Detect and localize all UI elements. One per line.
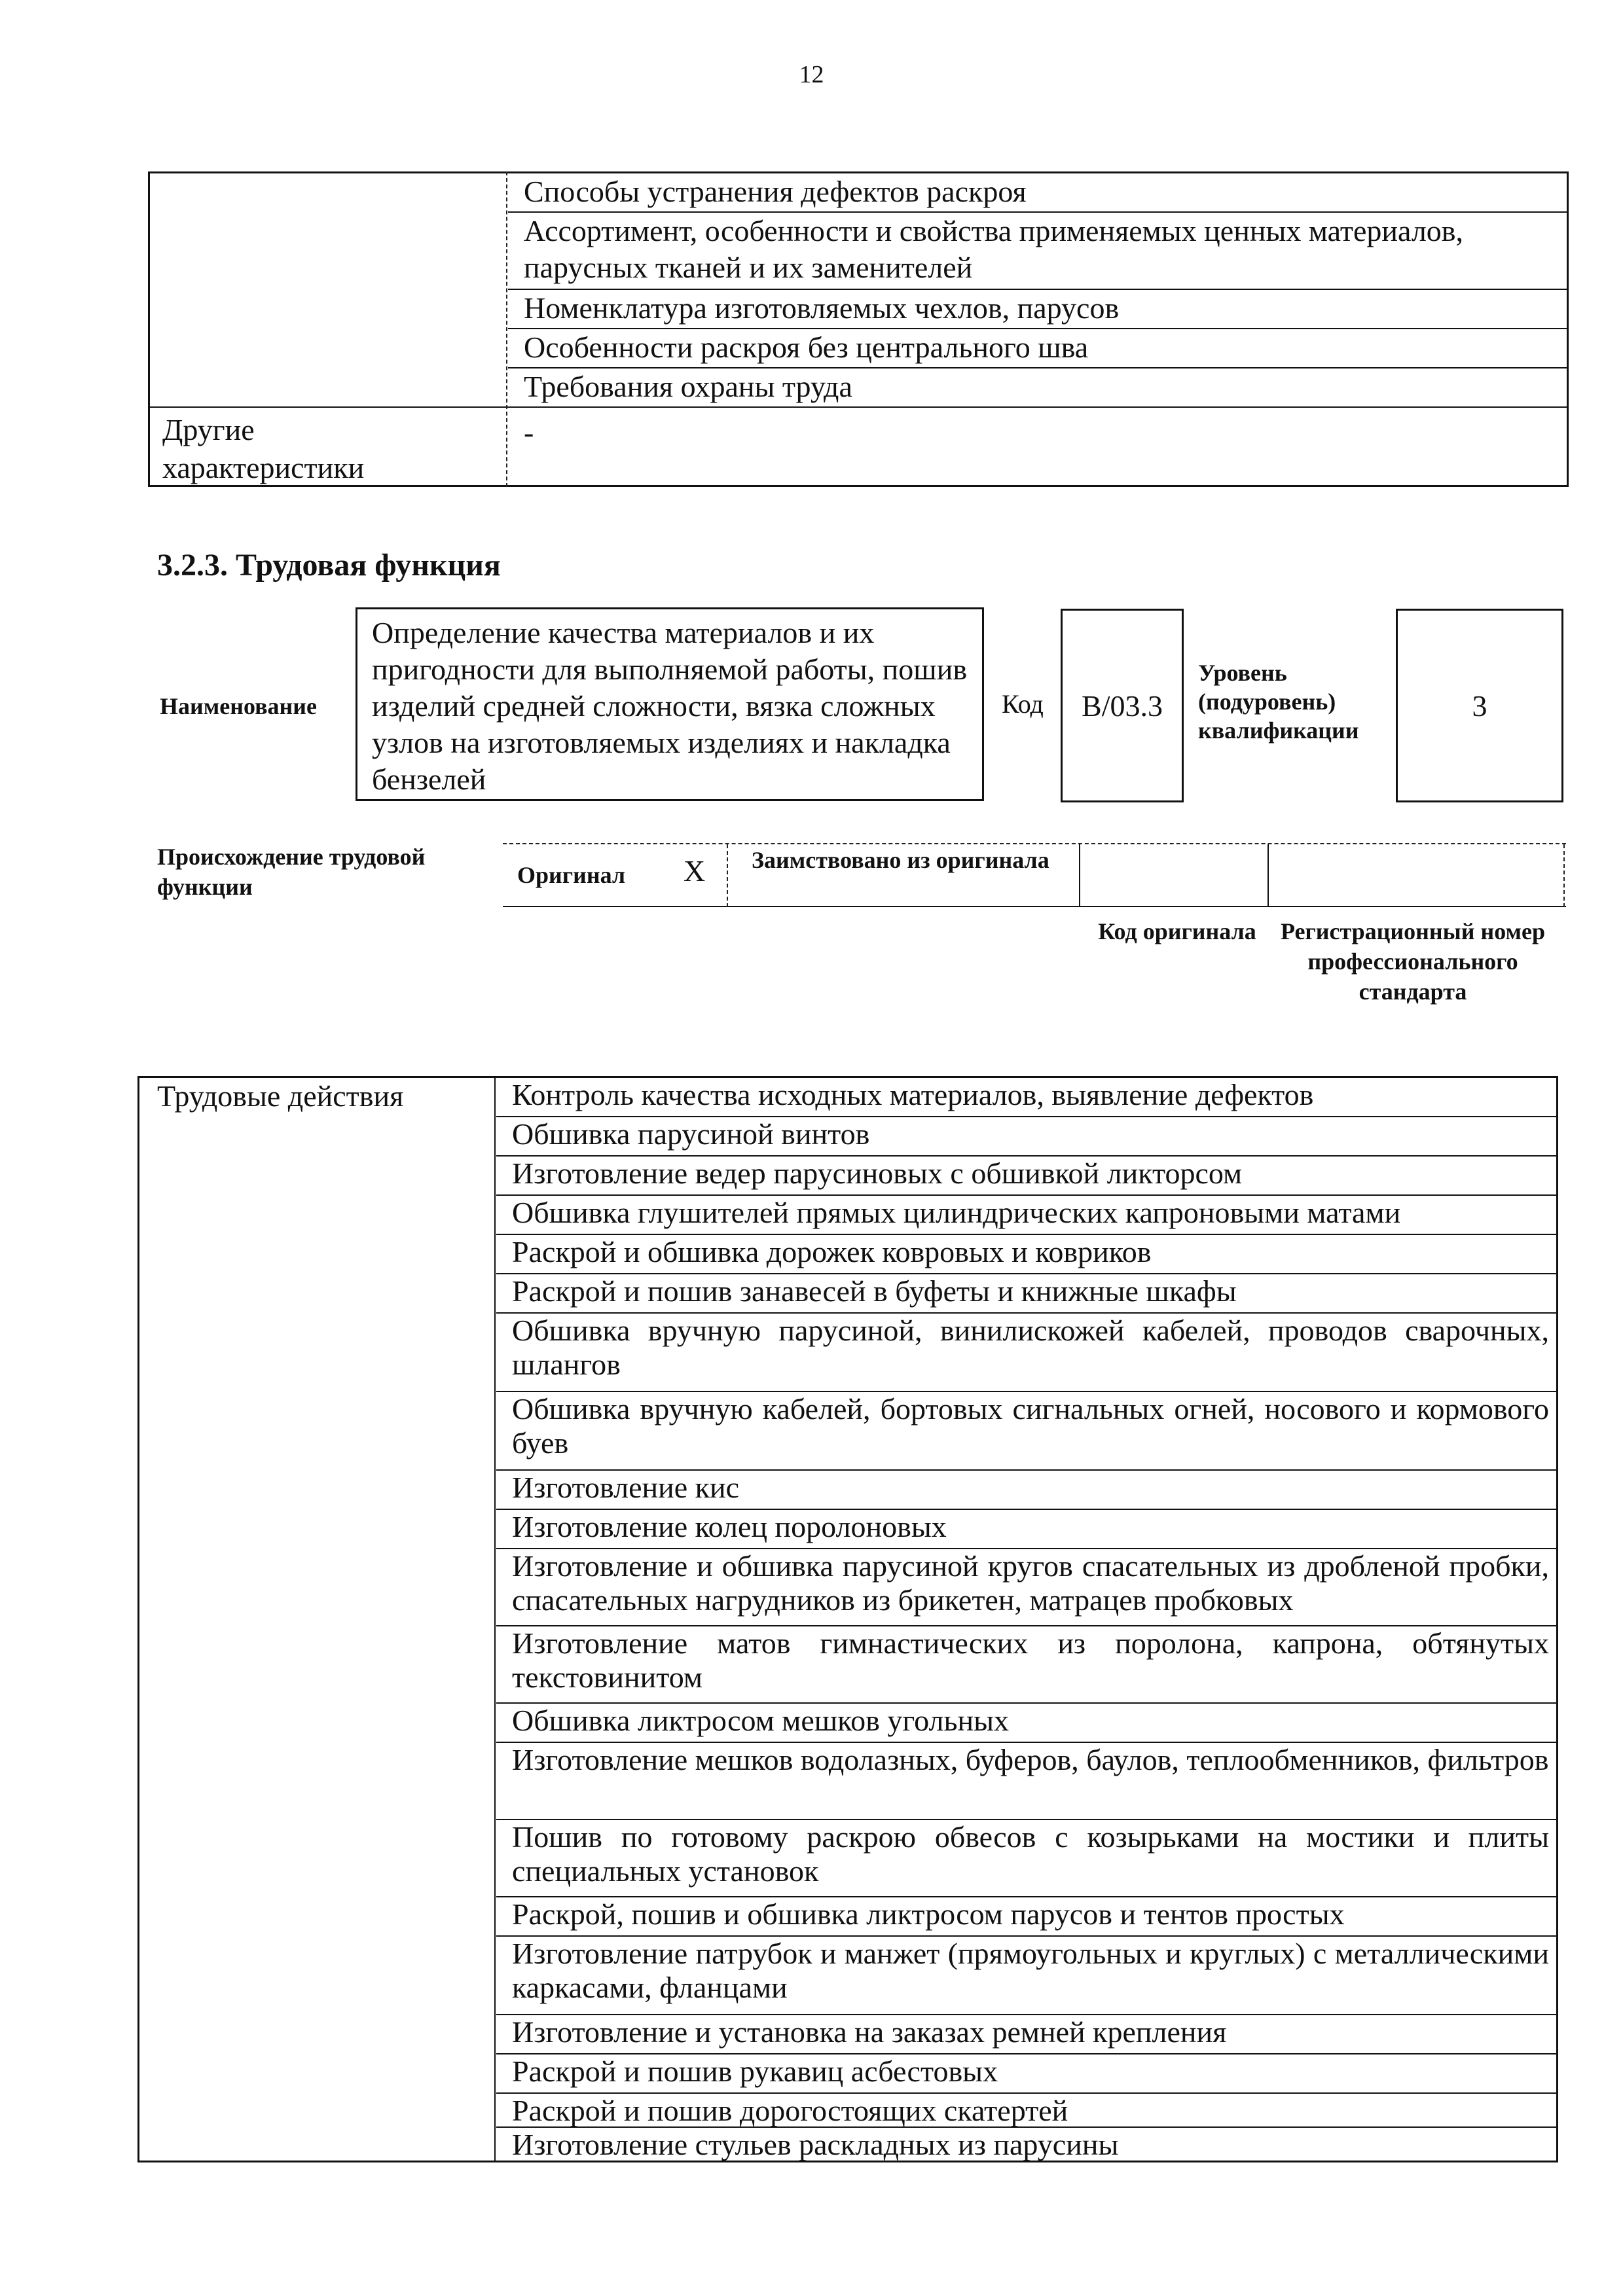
origin-mark: X (684, 854, 706, 888)
table-row: Раскрой, пошив и обшивка ликтросом парусов и тентов простых (496, 1897, 1557, 1937)
origin-borrowed: Заимствовано из оригинала (752, 847, 1049, 873)
table-row: Контроль качества исходных материалов, выявление дефектов (496, 1078, 1557, 1117)
code-original-caption: Код оригинала (1098, 918, 1256, 944)
level-value: 3 (1472, 689, 1487, 723)
table-divider (506, 171, 507, 487)
table-row: Обшивка вручную кабелей, бортовых сигнальных огней, носового и кормового буев (496, 1392, 1557, 1471)
level-box (1396, 609, 1563, 802)
name-label: Наименование (160, 693, 317, 719)
table-row: Ассортимент, особенности и свойства применяемых ценных материалов, парусных тканей и их заменителей (508, 213, 1567, 290)
table-row: Изготовление и установка на заказах ремней крепления (496, 2015, 1557, 2054)
origin-cell-divider (1563, 844, 1565, 907)
table-row: Раскрой и пошив рукавиц асбестовых (496, 2054, 1557, 2094)
table-row: Изготовление патрубок и манжет (прямоугольных и круглых) с металлическими каркасами, фланцами (496, 1937, 1557, 2015)
origin-cell-divider (727, 844, 728, 907)
table-row: Способы устранения дефектов раскроя (508, 173, 1567, 213)
table-row: Требования охраны труда (524, 370, 852, 403)
table-divider (494, 1076, 496, 2162)
table-row: Раскрой и пошив дорогостоящих скатертей (496, 2094, 1557, 2128)
section-heading: 3.2.3. Трудовая функция (157, 548, 501, 583)
table-row: Изготовление кис (496, 1471, 1557, 1510)
labor-actions-label: Трудовые действия (157, 1079, 404, 1113)
table-row: Изготовление стульев раскладных из парусины (512, 2128, 1119, 2161)
table-row: Обшивка глушителей прямых цилиндрических капроновыми матами (496, 1196, 1557, 1235)
origin-cell-divider (1267, 844, 1269, 907)
other-characteristics-value: - (524, 416, 534, 449)
table-row: Изготовление и обшивка парусиной кругов спасательных из дробленой пробки, спасательных нагрудников из брикетен, матрацев пробковых (496, 1549, 1557, 1626)
origin-original: Оригинал (517, 862, 626, 888)
code-label: Код (1002, 689, 1044, 719)
table-row: Раскрой и обшивка дорожек ковровых и ковриков (496, 1235, 1557, 1274)
code-value: B/03.3 (1082, 689, 1163, 723)
level-label: Уровень (подуровень) квалификации (1198, 660, 1359, 744)
origin-cell-divider (1079, 844, 1080, 907)
table-row: Изготовление мешков водолазных, буферов, баулов, теплообменников, фильтров (496, 1743, 1557, 1820)
table-row: Обшивка вручную парусиной, винилискожей кабелей, проводов сварочных, шлангов (496, 1314, 1557, 1392)
table-row: Раскрой и пошив занавесей в буфеты и книжные шкафы (496, 1274, 1557, 1314)
table-row: Обшивка парусиной винтов (496, 1117, 1557, 1157)
table-row: Изготовление ведер парусиновых с обшивкой ликторсом (496, 1157, 1557, 1196)
table-row: Изготовление матов гимнастических из поролона, капрона, обтянутых текстовинитом (496, 1626, 1557, 1704)
table-row: Пошив по готовому раскрою обвесов с козырьками на мостики и плиты специальных установок (496, 1820, 1557, 1897)
table-row: Изготовление колец поролоновых (496, 1510, 1557, 1549)
code-box (1061, 609, 1184, 802)
table-row: Особенности раскроя без центрального шва (508, 329, 1567, 368)
function-name-box: Определение качества материалов и их пригодности для выполняемой работы, пошив изделий средней сложности, вязка сложных узлов на изготовляемых изделиях и накладка бензелей (356, 607, 984, 801)
other-characteristics-label: Другие характеристики (162, 413, 365, 484)
page-number: 12 (799, 61, 824, 88)
table-row: Обшивка ликтросом мешков угольных (496, 1704, 1557, 1743)
origin-label: Происхождение трудовой функции (157, 844, 426, 900)
reg-number-caption: Регистрационный номер профессионального стандарта (1280, 918, 1546, 1005)
table-row: Номенклатура изготовляемых чехлов, парусов (508, 290, 1567, 329)
